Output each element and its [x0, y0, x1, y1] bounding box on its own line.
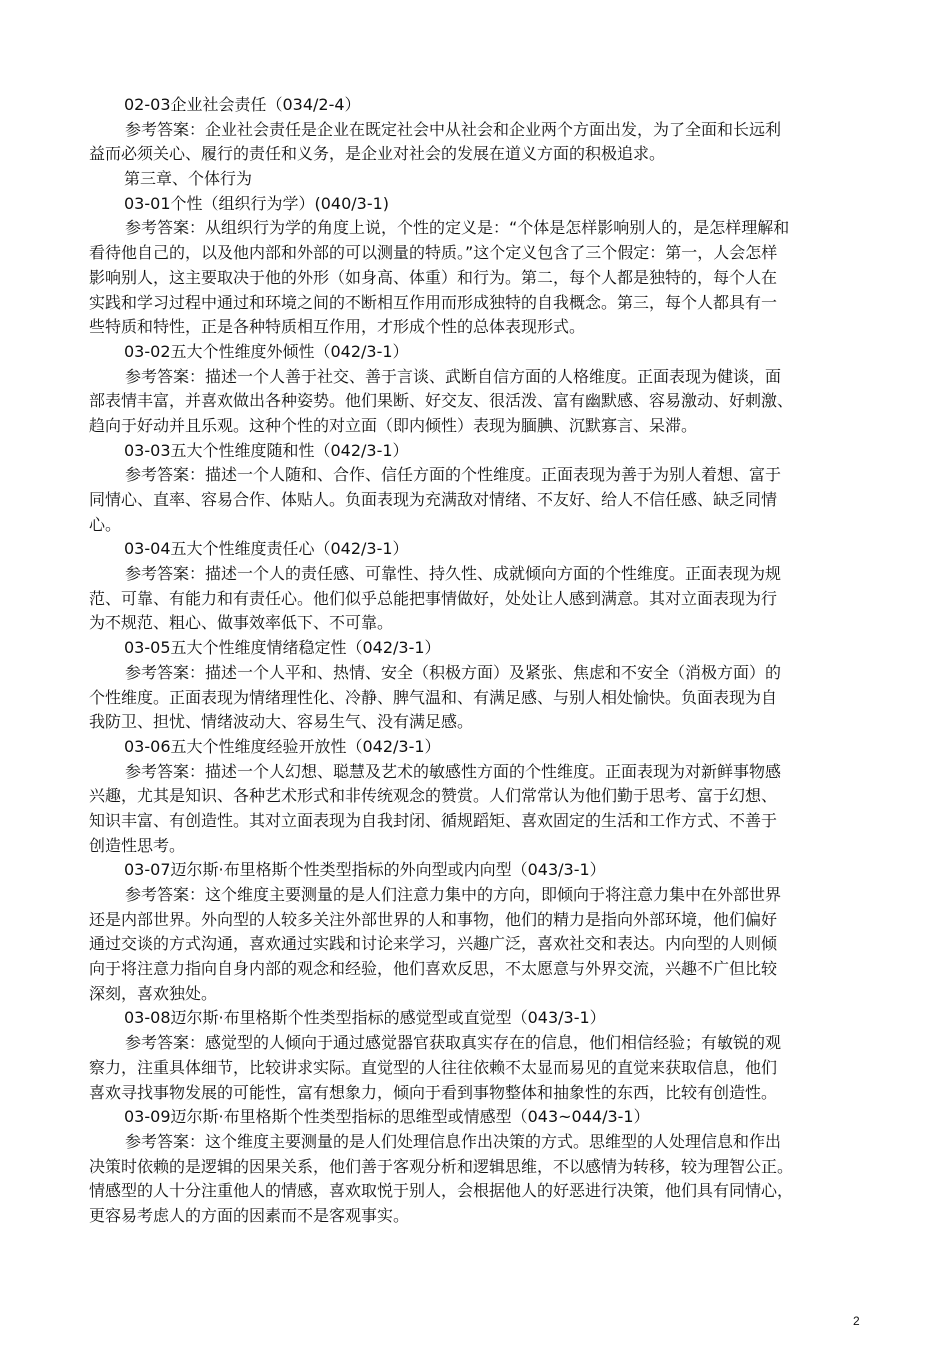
- paragraph-line: 影响别人，这主要取决于他的外形（如身高、体重）和行为。第二，每个人都是独特的，每个人在: [89, 267, 778, 287]
- paragraph-line: 趋向于好动并且乐观。这种个性的对立面（即内倾性）表现为腼腆、沉默寡言、呆滞。: [89, 415, 698, 435]
- section-heading: 03-01个性（组织行为学）(040/3-1): [124, 193, 390, 213]
- paragraph-line: 还是内部世界。外向型的人较多关注外部世界的人和事物，他们的精力是指向外部环境，他们偏好: [89, 909, 778, 929]
- answer-paragraph-start: 参考答案：描述一个人善于社交、善于言谈、武断自信方面的人格维度。正面表现为健谈，面: [125, 366, 782, 386]
- paragraph-line: 兴趣，尤其是知识、各种艺术形式和非传统观念的赞赏。人们常常认为他们勤于思考、富于幻想、: [89, 786, 778, 806]
- document-body: [89, 93, 869, 1229]
- paragraph-line: 为不规范、粗心、做事效率低下、不可靠。: [89, 613, 394, 633]
- answer-paragraph-start: 参考答案：描述一个人的责任感、可靠性、持久性、成就倾向方面的个性维度。正面表现为规: [125, 564, 782, 584]
- paragraph-line: 部表情丰富，并喜欢做出各种姿势。他们果断、好交友、很活泼、富有幽默感、容易激动、好刺激、: [89, 391, 794, 411]
- paragraph-line: 通过交谈的方式沟通，喜欢通过实践和讨论来学习，兴趣广泛，喜欢社交和表达。内向型的人则倾: [89, 934, 778, 954]
- paragraph-line: 同情心、直率、容易合作、体贴人。负面表现为充满敌对情绪、不友好、给人不信任感、缺乏同情: [89, 490, 778, 509]
- paragraph-line: 决策时依赖的是逻辑的因果关系，他们善于客观分析和逻辑思维，不以感情为转移，较为理智公正。: [89, 1156, 794, 1176]
- page-number: 2: [853, 1314, 860, 1328]
- paragraph-line: 情感型的人十分注重他人的情感，喜欢取悦于别人，会根据他人的好恶进行决策，他们具有同情心，: [89, 1181, 794, 1201]
- answer-paragraph-start: 参考答案：描述一个人幻想、聪慧及艺术的敏感性方面的个性维度。正面表现为对新鲜事物感: [125, 761, 782, 781]
- section-heading: 03-09迈尔斯·布里格斯个性类型指标的思维型或情感型（043~044/3-1）: [124, 1107, 650, 1127]
- paragraph-line: 些特质和特性，正是各种特质相互作用，才形成个性的总体表现形式。: [89, 317, 586, 337]
- paragraph-line: 更容易考虑人的方面的因素而不是客观事实。: [89, 1205, 410, 1225]
- paragraph-line: 向于将注意力指向自身内部的观念和经验，他们喜欢反思，不太愿意与外界交流，兴趣不广但比较: [89, 959, 778, 979]
- paragraph-line: 知识丰富、有创造性。其对立面表现为自我封闭、循规蹈矩、喜欢固定的生活和工作方式、不善于: [89, 810, 778, 830]
- paragraph-line: 我防卫、担忧、情绪波动大、容易生气、没有满足感。: [89, 712, 474, 732]
- paragraph-line: 看待他自己的，以及他内部和外部的可以测量的特质。”这个定义包含了三个假定：第一，人会怎样: [89, 243, 778, 263]
- section-heading: 03-07迈尔斯·布里格斯个性类型指标的外向型或内向型（043/3-1）: [124, 860, 606, 880]
- answer-paragraph-start: 参考答案：从组织行为学的角度上说，个性的定义是：“个体是怎样影响别人的，是怎样理解和: [125, 218, 790, 238]
- section-heading: 03-03五大个性维度随和性（042/3-1）: [124, 440, 409, 460]
- section-heading: 03-02五大个性维度外倾性（042/3-1）: [124, 341, 409, 361]
- paragraph-line: 深刻，喜欢独处。: [89, 983, 218, 1003]
- answer-paragraph-start: 参考答案：描述一个人随和、合作、信任方面的个性维度。正面表现为善于为别人着想、富于: [125, 465, 782, 485]
- paragraph-line: 个性维度。正面表现为情绪理性化、冷静、脾气温和、有满足感、与别人相处愉快。负面表现为自: [89, 687, 778, 707]
- paragraph-line: 范、可靠、有能力和有责任心。他们似乎总能把事情做好，处处让人感到满意。其对立面表现为行: [89, 588, 778, 608]
- section-heading: 03-06五大个性维度经验开放性（042/3-1）: [124, 736, 441, 756]
- paragraph-line: 喜欢寻找事物发展的可能性，富有想象力，倾向于看到事物整体和抽象性的东西，比较有创造性。: [89, 1082, 778, 1102]
- section-heading: 02-03企业社会责任（034/2-4）: [124, 95, 361, 114]
- answer-paragraph-start: 参考答案：这个维度主要测量的是人们注意力集中的方向，即倾向于将注意力集中在外部世界: [125, 885, 782, 904]
- paragraph-line: 益而必须关心、履行的责任和义务，是企业对社会的发展在道义方面的积极追求。: [89, 144, 666, 164]
- answer-paragraph-start: 参考答案：企业社会责任是企业在既定社会中从社会和企业两个方面出发，为了全面和长远利: [125, 119, 782, 139]
- answer-paragraph-start: 参考答案：这个维度主要测量的是人们处理信息作出决策的方式。思维型的人处理信息和作出: [125, 1131, 782, 1151]
- answer-paragraph-start: 参考答案：感觉型的人倾向于通过感觉器官获取真实存在的信息，他们相信经验；有敏锐的观: [125, 1033, 782, 1053]
- section-heading: 第三章、个体行为: [124, 169, 253, 189]
- paragraph-line: 心。: [89, 514, 122, 534]
- section-heading: 03-04五大个性维度责任心（042/3-1）: [124, 539, 409, 559]
- paragraph-line: 察力，注重具体细节，比较讲求实际。直觉型的人往往依赖不太显而易见的直觉来获取信息，他们: [89, 1057, 778, 1077]
- section-heading: 03-08迈尔斯·布里格斯个性类型指标的感觉型或直觉型（043/3-1）: [124, 1008, 606, 1028]
- paragraph-line: 创造性思考。: [89, 835, 186, 855]
- answer-paragraph-start: 参考答案：描述一个人平和、热情、安全（积极方面）及紧张、焦虑和不安全（消极方面）的: [125, 662, 782, 682]
- section-heading: 03-05五大个性维度情绪稳定性（042/3-1）: [124, 638, 441, 658]
- paragraph-line: 实践和学习过程中通过和环境之间的不断相互作用而形成独特的自我概念。第三，每个人都具有一: [89, 292, 778, 312]
